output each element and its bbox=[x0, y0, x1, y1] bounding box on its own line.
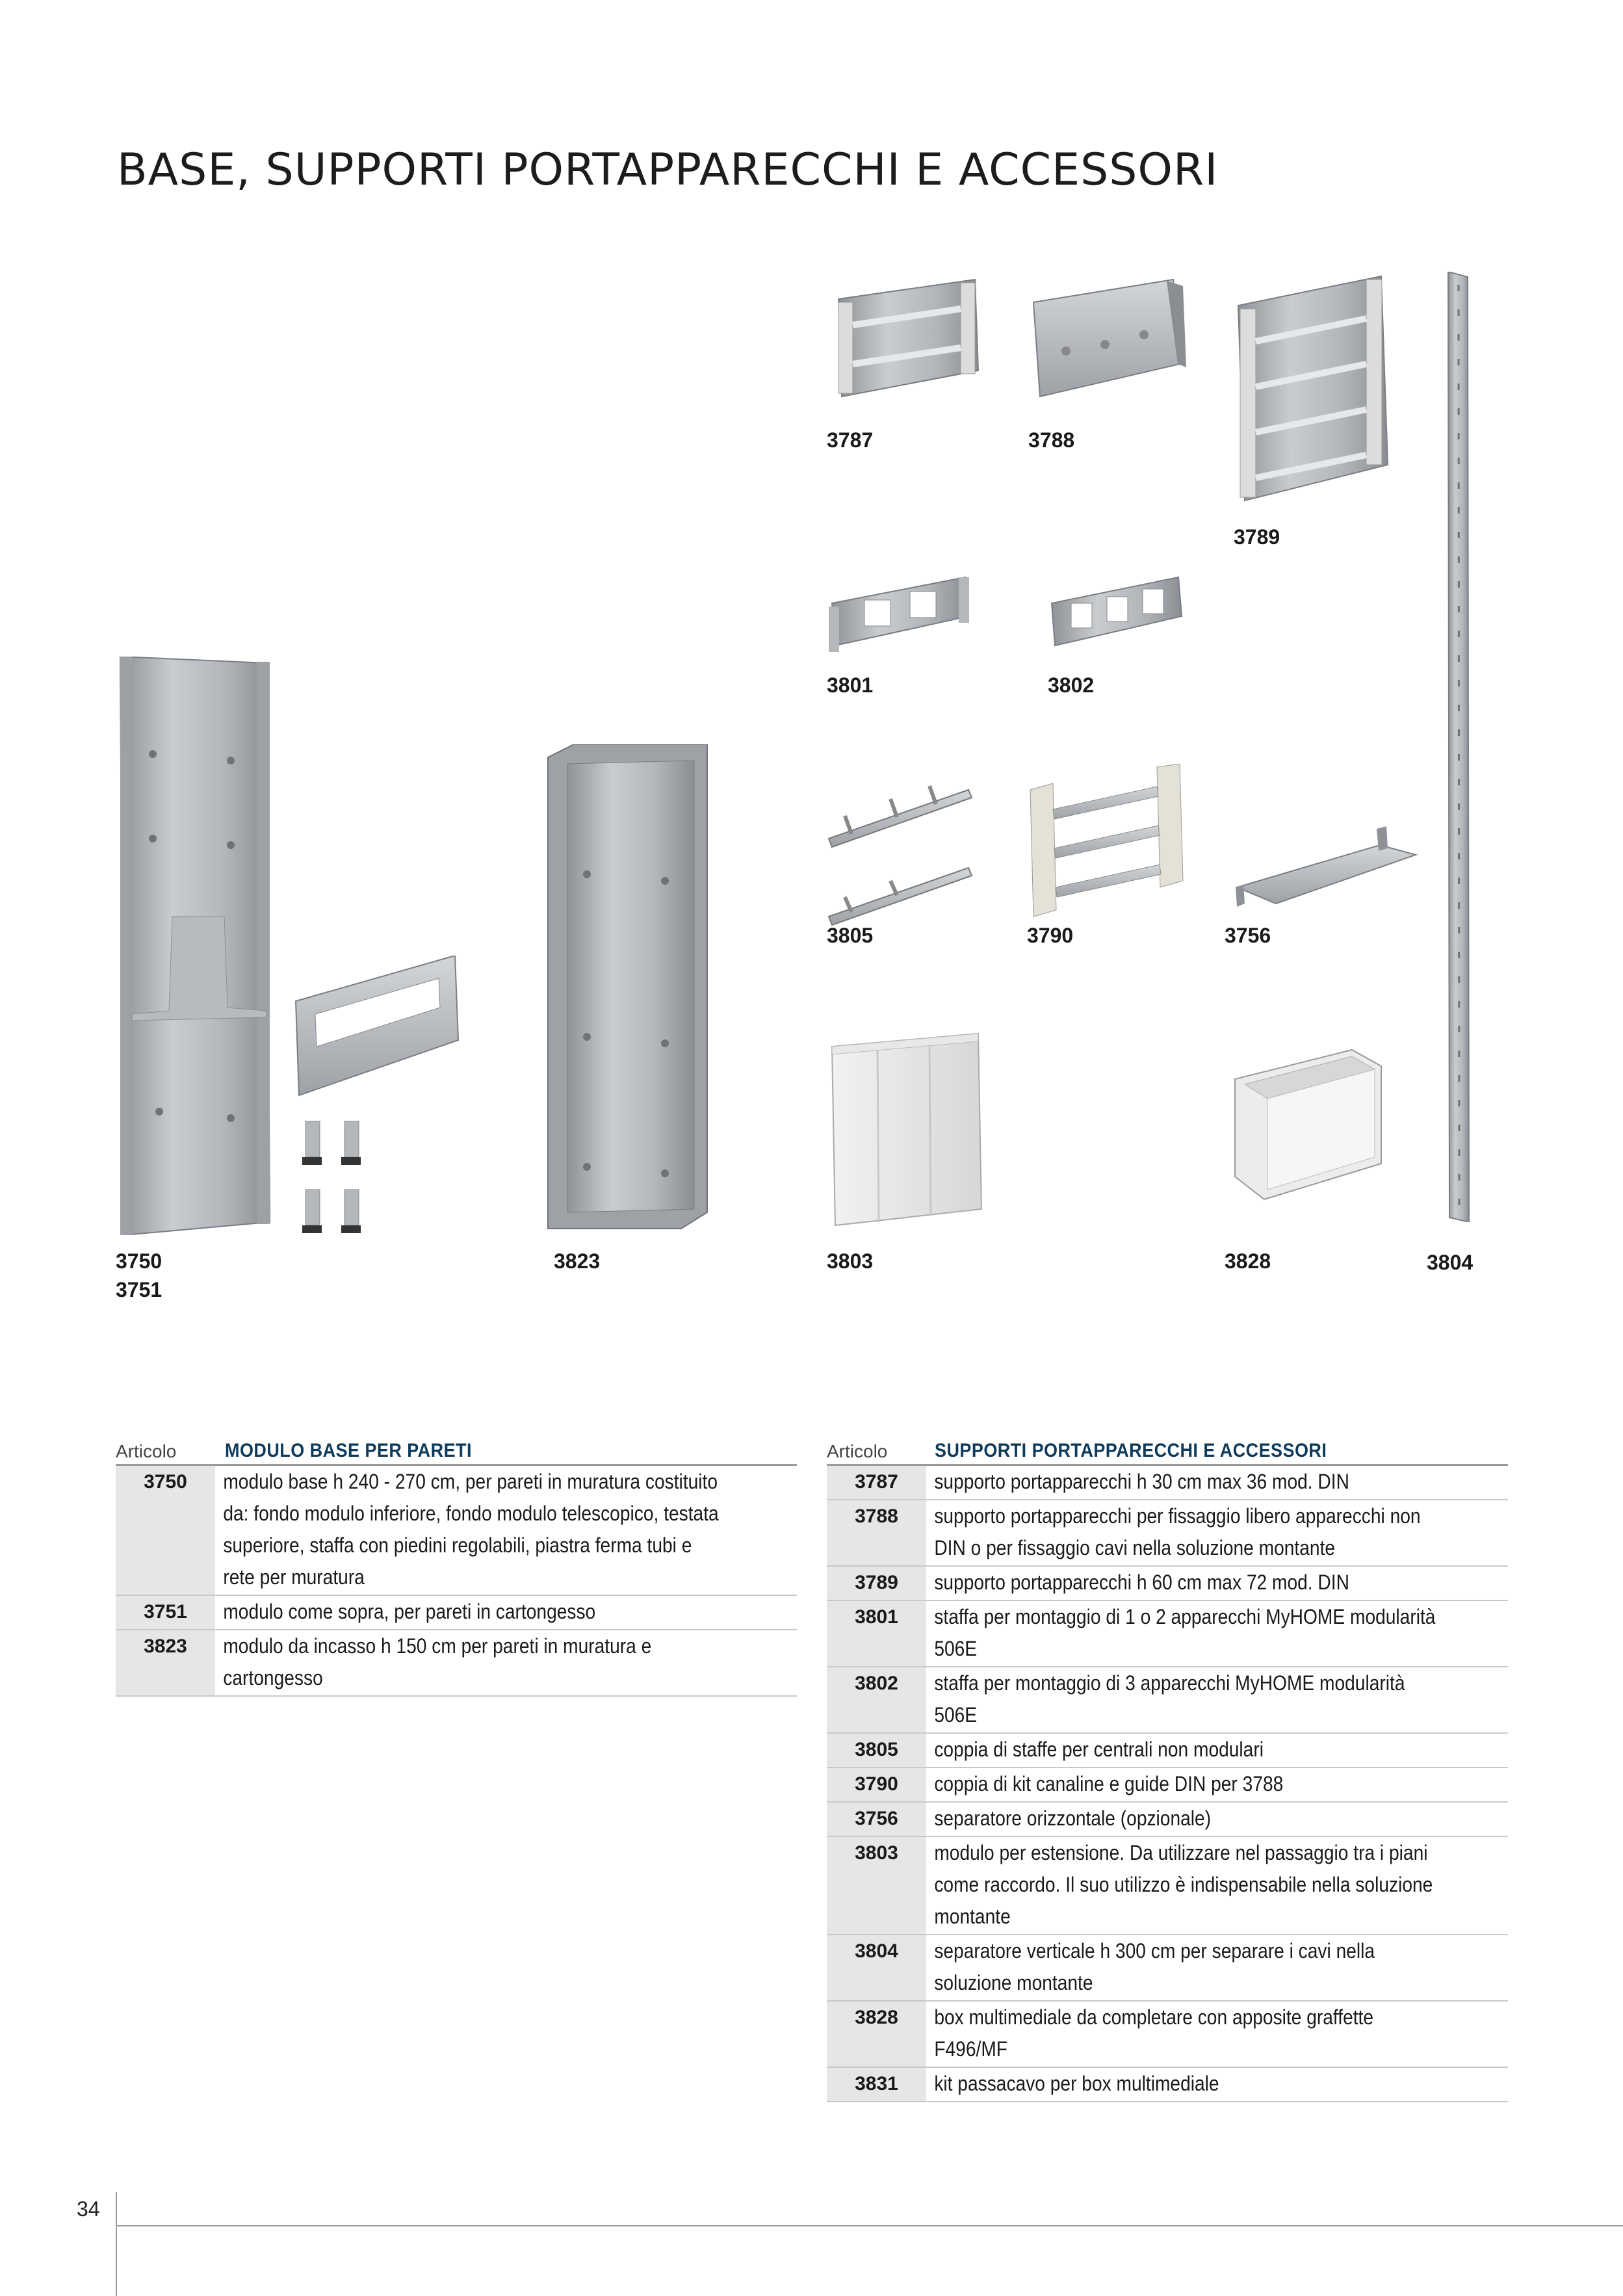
product-label-3804: 3804 bbox=[1427, 1251, 1474, 1274]
article-description: coppia di staffe per centrali non modulari bbox=[934, 1738, 1264, 1761]
article-code: 3790 bbox=[827, 1768, 926, 1801]
product-image-3750-accessories bbox=[289, 956, 465, 1248]
table-row bbox=[827, 1935, 1508, 2002]
article-description: modulo come sopra, per pareti in cartongesso bbox=[223, 1600, 596, 1623]
table-row bbox=[116, 1630, 797, 1697]
section-title: SUPPORTI PORTAPPARECCHI E ACCESSORI bbox=[935, 1440, 1327, 1461]
product-label-3803: 3803 bbox=[827, 1249, 874, 1273]
column-label-articolo: Articolo bbox=[827, 1441, 888, 1461]
article-description: staffa per montaggio di 3 apparecchi MyHOME modularità 506E bbox=[934, 1671, 1405, 1727]
footer-horizontal-rule bbox=[116, 2225, 1623, 2226]
product-label-3823: 3823 bbox=[554, 1249, 601, 1273]
table-row bbox=[827, 1601, 1508, 1667]
product-image-3787 bbox=[825, 273, 988, 403]
product-label-3790: 3790 bbox=[1027, 924, 1074, 947]
page-title: BASE, SUPPORTI PORTAPPARECCHI E ACCESSORI bbox=[117, 144, 1219, 196]
table-row bbox=[827, 1768, 1508, 1803]
table-supporti-accessori bbox=[827, 1439, 1508, 2102]
article-code: 3801 bbox=[827, 1601, 926, 1666]
product-label-3787: 3787 bbox=[827, 428, 874, 452]
article-code: 3787 bbox=[827, 1466, 926, 1499]
article-description: box multimediale da completare con apposite graffette F496/MF bbox=[934, 2005, 1374, 2061]
article-description: coppia di kit canaline e guide DIN per 3788 bbox=[934, 1772, 1284, 1795]
table-row bbox=[116, 1466, 797, 1596]
product-label-3756: 3756 bbox=[1225, 924, 1271, 947]
article-code: 3803 bbox=[827, 1837, 926, 1934]
product-image-3788 bbox=[1027, 273, 1189, 403]
product-image-3823 bbox=[541, 744, 710, 1232]
table-row bbox=[827, 1837, 1508, 1935]
product-image-3805 bbox=[825, 777, 975, 926]
page-number: 34 bbox=[77, 2197, 100, 2221]
table-row bbox=[827, 1500, 1508, 1567]
table-header bbox=[827, 1439, 1508, 1466]
table-row bbox=[827, 1667, 1508, 1734]
article-description: modulo da incasso h 150 cm per pareti in muratura e cartongesso bbox=[223, 1634, 652, 1689]
table-modulo-base bbox=[116, 1439, 797, 1697]
column-label-articolo: Articolo bbox=[116, 1441, 177, 1461]
product-image-3756 bbox=[1230, 822, 1419, 913]
table-row bbox=[827, 2068, 1508, 2102]
product-label-3789: 3789 bbox=[1234, 525, 1280, 549]
article-description: supporto portapparecchi h 30 cm max 36 mod. DIN bbox=[934, 1470, 1349, 1493]
article-description: modulo per estensione. Da utilizzare nel passaggio tra i piani come raccordo. Il suo utilizzo è indispensabile nella soluzione montante bbox=[934, 1841, 1433, 1928]
section-title: MODULO BASE PER PARETI bbox=[225, 1440, 472, 1461]
product-image-3790 bbox=[1024, 764, 1189, 920]
article-code: 3802 bbox=[827, 1667, 926, 1732]
table-row bbox=[827, 1466, 1508, 1500]
article-description: separatore orizzontale (opzionale) bbox=[934, 1807, 1212, 1830]
product-image-3750 bbox=[114, 657, 286, 1235]
product-label-3805: 3805 bbox=[827, 924, 874, 947]
article-description: kit passacavo per box multimediale bbox=[934, 2072, 1219, 2095]
article-code: 3756 bbox=[827, 1803, 926, 1836]
table-row bbox=[827, 1803, 1508, 1837]
product-image-3801 bbox=[825, 571, 975, 662]
footer-vertical-rule bbox=[116, 2192, 117, 2296]
table-row bbox=[116, 1596, 797, 1630]
article-description: modulo base h 240 - 270 cm, per pareti in muratura costituito da: fondo modulo inferiore, fondo modulo telescopico, testata superiore, staffa con piedini regolabili, piastra ferma tubi e rete per muratura bbox=[223, 1470, 719, 1589]
article-code: 3805 bbox=[827, 1734, 926, 1767]
article-code: 3823 bbox=[116, 1630, 215, 1695]
table-row bbox=[827, 1567, 1508, 1601]
product-image-3789 bbox=[1228, 270, 1397, 504]
product-label-3828: 3828 bbox=[1225, 1249, 1271, 1273]
product-label-3802: 3802 bbox=[1048, 673, 1095, 697]
article-description: supporto portapparecchi h 60 cm max 72 mod. DIN bbox=[934, 1571, 1349, 1594]
article-code: 3804 bbox=[827, 1935, 926, 2000]
article-code: 3789 bbox=[827, 1567, 926, 1600]
table-header bbox=[116, 1439, 797, 1466]
article-description: staffa per montaggio di 1 o 2 apparecchi MyHOME modularità 506E bbox=[934, 1605, 1436, 1660]
article-code: 3788 bbox=[827, 1500, 926, 1565]
product-image-3803 bbox=[825, 1027, 985, 1229]
table-row bbox=[827, 1734, 1508, 1768]
product-label-3801: 3801 bbox=[827, 673, 874, 697]
product-image-3804 bbox=[1442, 272, 1474, 1222]
article-code: 3751 bbox=[116, 1596, 215, 1629]
product-image-3828 bbox=[1228, 1047, 1388, 1203]
product-label-3750: 3750 bbox=[116, 1249, 162, 1273]
product-label-3751: 3751 bbox=[116, 1278, 162, 1301]
table-row bbox=[827, 2002, 1508, 2068]
article-description: supporto portapparecchi per fissaggio libero apparecchi non DIN o per fissaggio cavi nella soluzione montante bbox=[934, 1504, 1421, 1559]
product-image-3802 bbox=[1045, 571, 1188, 662]
article-code: 3750 bbox=[116, 1466, 215, 1595]
product-label-3788: 3788 bbox=[1028, 428, 1075, 452]
article-description: separatore verticale h 300 cm per separare i cavi nella soluzione montante bbox=[934, 1939, 1375, 1994]
article-code: 3828 bbox=[827, 2002, 926, 2067]
article-code: 3831 bbox=[827, 2068, 926, 2101]
